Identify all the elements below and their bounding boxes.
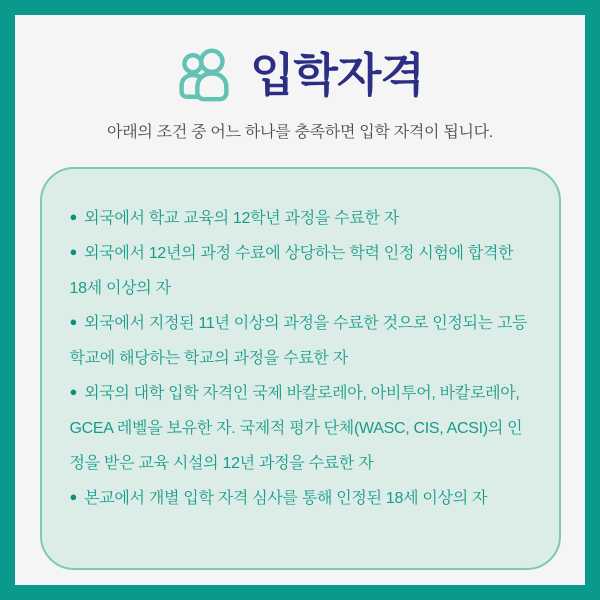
qualification-item [70,306,531,376]
bullet-icon: ● [69,209,78,224]
qualification-item [70,376,531,481]
qualification-item [70,201,531,236]
bullet-icon: ● [69,489,78,504]
bullet-icon: ● [69,244,78,259]
qualification-list [70,201,531,516]
people-icon [176,47,234,103]
qualification-text: 외국에서 지정된 11년 이상의 과정을 수료한 것으로 인정되는 고등학교에 해당하는 학교의 과정을 수료한 자 [69,315,528,367]
subtitle: 아래의 조건 중 어느 하나를 충족하면 입학 자격이 됩니다. [107,124,493,141]
bullet-icon: ● [69,384,78,399]
header [15,47,585,142]
page-title: 입학자격 [250,49,424,101]
title-row [15,47,585,103]
qualifications-panel [40,167,561,570]
qualification-text: 외국에서 학교 교육의 12학년 과정을 수료한 자 [84,210,399,227]
qualification-text: 외국에서 12년의 과정 수료에 상당하는 학력 인정 시험에 합격한 18세 이상의 자 [69,245,514,297]
qualification-item [70,481,531,516]
bullet-icon: ● [69,314,78,329]
qualification-item [70,236,531,306]
qualification-text: 본교에서 개별 입학 자격 심사를 통해 인정된 18세 이상의 자 [84,490,488,507]
qualification-text: 외국의 대학 입학 자격인 국제 바칼로레아, 아비투어, 바칼로레아, GCEA 레벨을 보유한 자. 국제적 평가 단체(WASC, CIS, ACSI)의 인정을 받은 교육 시설의 12년 과정을 수료한 자 [69,385,523,472]
